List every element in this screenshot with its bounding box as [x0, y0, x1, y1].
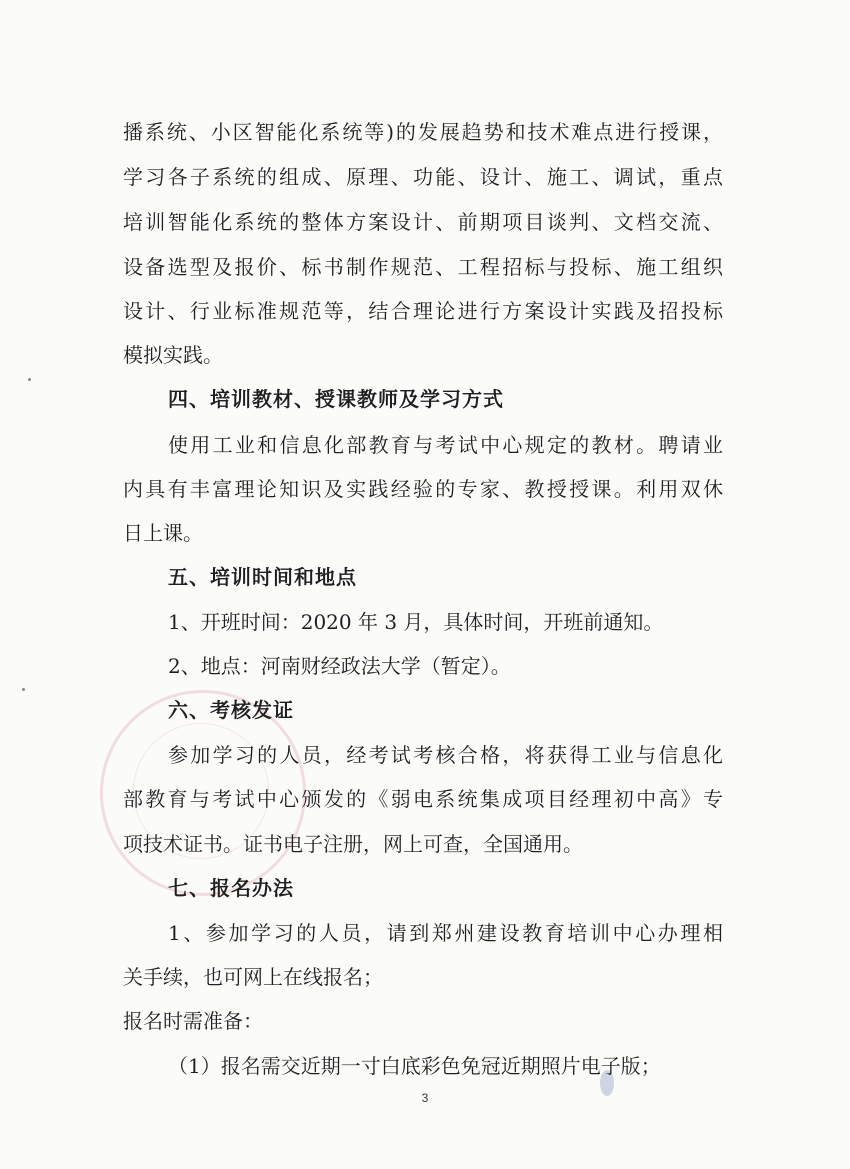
paragraph-line: 培训智能化系统的整体方案设计、前期项目谈判、文档交流、	[123, 210, 723, 234]
paragraph-line: 1、参加学习的人员，请到郑州建设教育培训中心办理相	[168, 921, 723, 945]
paragraph-line: （1）报名需交近期一寸白底彩色免冠近期照片电子版；	[168, 1054, 661, 1078]
paragraph-line: 2、地点：河南财经政法大学（暂定）。	[168, 654, 511, 678]
paragraph-line: 参加学习的人员，经考试考核合格，将获得工业与信息化	[168, 743, 723, 767]
section-heading-materials: 四、培训教材、授课教师及学习方式	[168, 387, 504, 411]
paragraph-line: 部教育与考试中心颁发的《弱电系统集成项目经理初中高》专	[123, 787, 723, 811]
paragraph-line: 内具有丰富理论知识及实践经验的专家、教授授课。利用双休	[123, 477, 723, 501]
paragraph-line: 1、开班时间：2020 年 3 月，具体时间，开班前通知。	[168, 610, 664, 634]
scan-speck	[28, 378, 31, 381]
paragraph-line: 关手续，也可网上在线报名；	[123, 965, 383, 989]
paragraph-line: 学习各子系统的组成、原理、功能、设计、施工、调试，重点	[123, 165, 723, 189]
paragraph-line: 日上课。	[123, 521, 203, 545]
section-heading-time-place: 五、培训时间和地点	[168, 565, 357, 589]
paragraph-line: 模拟实践。	[123, 343, 223, 367]
paragraph-line: 项技术证书。证书电子注册，网上可查，全国通用。	[123, 832, 583, 856]
section-heading-registration: 七、报名办法	[168, 876, 294, 900]
paragraph-line: 设备选型及报价、标书制作规范、工程招标与投标、施工组织	[123, 255, 723, 279]
paragraph-line: 报名时需准备：	[123, 1009, 263, 1033]
paragraph-line: 播系统、小区智能化系统等)的发展趋势和技术难点进行授课，	[123, 120, 723, 144]
paragraph-line: 使用工业和信息化部教育与考试中心规定的教材。聘请业	[168, 433, 723, 457]
section-heading-certification: 六、考核发证	[168, 698, 294, 722]
page-number: 3	[421, 1091, 429, 1105]
scan-speck	[22, 688, 25, 691]
paragraph-line: 设计、行业标准规范等，结合理论进行方案设计实践及招投标	[123, 299, 723, 323]
